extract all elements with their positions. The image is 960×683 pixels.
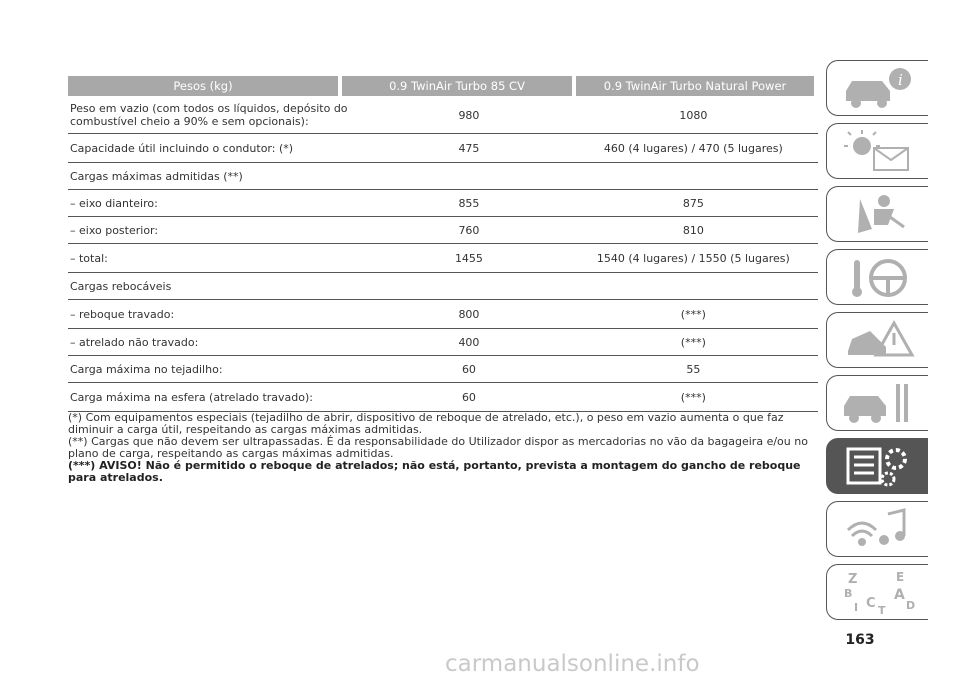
car-maintenance-icon	[838, 380, 918, 426]
row-label: – reboque travado:	[70, 307, 175, 321]
row-label: Cargas rebocáveis	[70, 279, 172, 293]
table-row	[68, 190, 818, 217]
multimedia-icon	[838, 506, 918, 552]
value-85cv: 60	[461, 390, 476, 404]
warning-note: (***) AVISO! Não é permitido o reboque de atrelados; não está, portanto, prevista a montagem do gancho de reboque para atrelados.	[68, 459, 801, 484]
row-label: Cargas máximas admitidas (**)	[70, 169, 243, 183]
svg-text:Z: Z	[847, 572, 857, 587]
value-85cv: 800	[458, 307, 480, 321]
table-row	[68, 97, 818, 134]
airbag-seat-icon	[838, 191, 918, 237]
footnote-1: (*) Com equipamentos especiais (tejadilho de abrir, dispositivo de reboque de atrelado, etc.), o peso em vazio aumenta o que faz diminuir a carga útil, respeitando as cargas máximas admitidas.	[68, 411, 784, 436]
tab-safety[interactable]	[826, 186, 928, 242]
technical-data-icon	[838, 443, 918, 489]
technical-weights-table	[68, 76, 818, 412]
value-natural-power: 1080	[679, 108, 708, 122]
car-info-icon	[838, 65, 918, 111]
row-label: Capacidade útil incluindo o condutor: (*)	[70, 141, 294, 155]
key-steering-wheel-icon	[838, 254, 918, 300]
table-header	[68, 76, 818, 96]
table-body	[68, 97, 818, 412]
svg-text:i: i	[897, 71, 903, 89]
value-natural-power: (***)	[680, 335, 706, 349]
table-row	[68, 329, 818, 356]
tab-emergency[interactable]	[826, 312, 928, 368]
table-row	[68, 217, 818, 244]
tab-maintenance[interactable]	[826, 375, 928, 431]
accident-warning-icon	[838, 317, 918, 363]
chapter-tabs	[826, 60, 928, 627]
watermark: carmanualsonline.info	[445, 651, 700, 677]
row-label: – total:	[70, 251, 108, 265]
row-label: Peso em vazio (com todos os líquidos, depósito do combustível cheio a 90% e sem opcionais):	[70, 102, 348, 128]
svg-text:B: B	[843, 587, 852, 600]
row-label: – eixo dianteiro:	[70, 196, 158, 210]
tab-starting-driving[interactable]	[826, 249, 928, 305]
value-85cv: 1455	[454, 251, 483, 265]
tab-multimedia[interactable]	[826, 501, 928, 557]
svg-text:I: I	[853, 601, 858, 614]
svg-text:C: C	[865, 596, 876, 611]
header-85cv: 0.9 TwinAir Turbo 85 CV	[342, 76, 572, 96]
alphabetical-index-icon	[838, 569, 918, 615]
value-85cv: 980	[458, 108, 480, 122]
table-row	[68, 273, 818, 300]
value-natural-power: 1540 (4 lugares) / 1550 (5 lugares)	[596, 251, 790, 265]
table-row	[68, 244, 818, 273]
value-natural-power: 875	[682, 196, 704, 210]
value-natural-power: 55	[686, 362, 701, 376]
tab-technical-data[interactable]	[826, 438, 928, 494]
header-natural-power: 0.9 TwinAir Turbo Natural Power	[576, 76, 814, 96]
value-natural-power: 810	[682, 223, 704, 237]
row-label: – atrelado não travado:	[70, 335, 199, 349]
footnotes	[68, 412, 818, 484]
warning-lights-message-icon	[838, 128, 918, 174]
svg-text:E: E	[895, 570, 904, 584]
value-85cv: 400	[458, 335, 480, 349]
page-number: 163	[845, 632, 875, 648]
tab-index[interactable]	[826, 564, 928, 620]
svg-text:D: D	[905, 599, 915, 612]
value-85cv: 760	[458, 223, 480, 237]
row-label: – eixo posterior:	[70, 223, 159, 237]
row-label: Carga máxima na esfera (atrelado travado):	[70, 390, 313, 404]
value-natural-power: (***)	[680, 390, 706, 404]
value-85cv: 475	[458, 141, 480, 155]
value-85cv: 60	[461, 362, 476, 376]
table-row	[68, 383, 818, 412]
table-row	[68, 163, 818, 190]
value-85cv: 855	[458, 196, 480, 210]
table-row	[68, 356, 818, 383]
tab-warning-lights[interactable]	[826, 123, 928, 179]
value-natural-power: (***)	[680, 307, 706, 321]
svg-text:T: T	[877, 604, 886, 615]
table-row	[68, 300, 818, 329]
table-row	[68, 134, 818, 163]
value-natural-power: 460 (4 lugares) / 470 (5 lugares)	[603, 141, 783, 155]
tab-car-info[interactable]	[826, 60, 928, 116]
row-label: Carga máxima no tejadilho:	[70, 362, 223, 376]
svg-text:A: A	[893, 587, 905, 603]
header-weights: Pesos (kg)	[68, 76, 338, 96]
footnote-2: (**) Cargas que não devem ser ultrapassadas. É da responsabilidade do Utilizador dispor as mercadorias no vão da bagageira e/ou no plano de carga, respeitando as cargas máximas admitidas.	[68, 435, 808, 460]
